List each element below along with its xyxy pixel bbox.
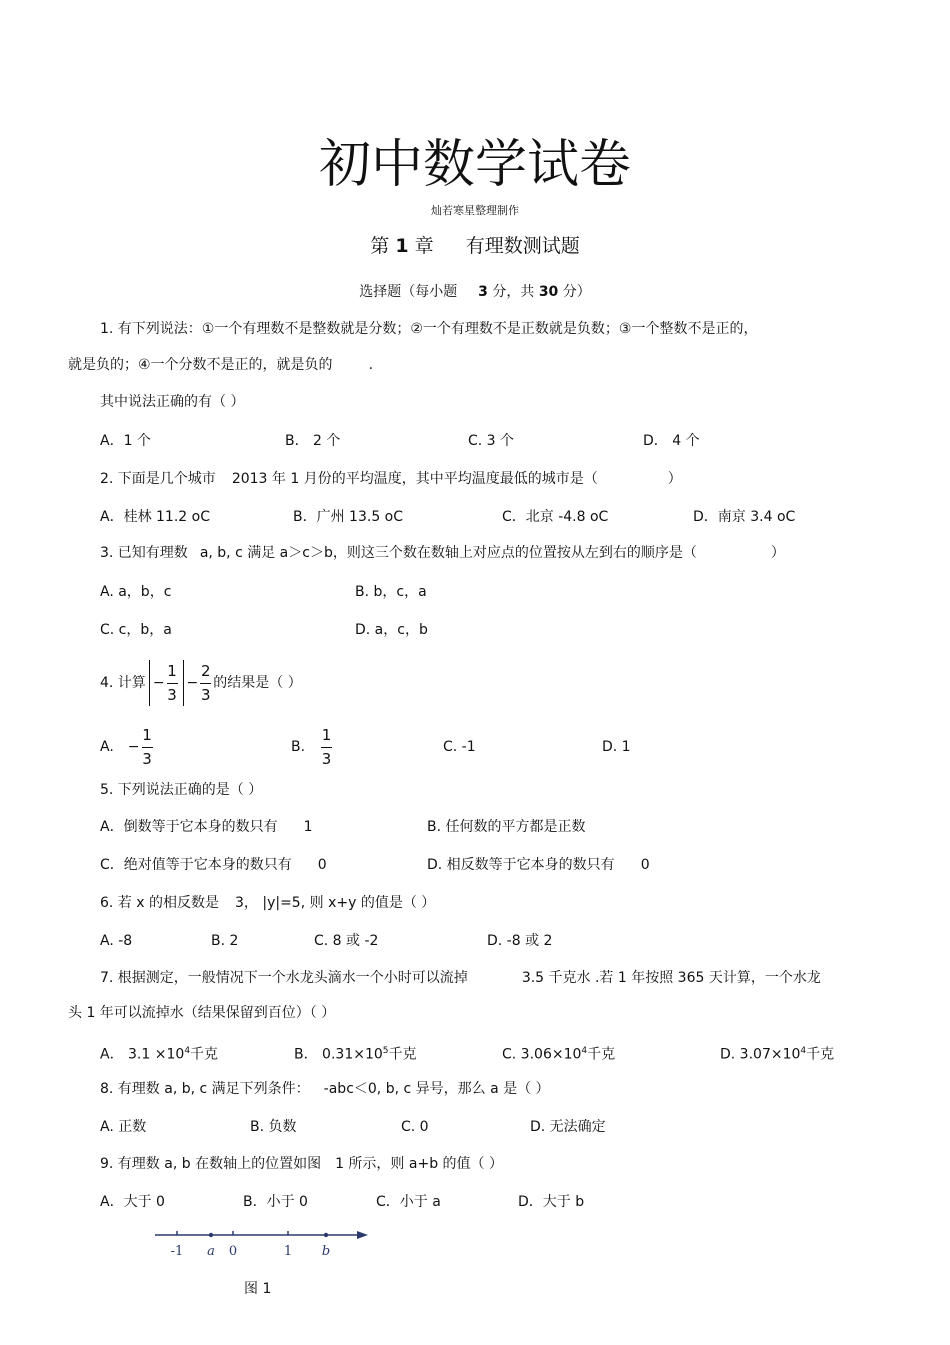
section-text-e: 分） bbox=[562, 284, 591, 300]
q2-option-c: C．北京 -4.8 oC bbox=[502, 509, 609, 525]
q4-stem-b: 的结果是（ ） bbox=[213, 675, 302, 691]
q6-option-a: A. -8 bbox=[100, 933, 133, 949]
q2-stem bbox=[100, 470, 682, 488]
label-b: b bbox=[321, 1244, 331, 1259]
q4-option-d: D. 1 bbox=[602, 739, 631, 755]
q5-opt-c-text: C．绝对值等于它本身的数只有 bbox=[100, 857, 292, 873]
q7-opt-b-exp: 5 bbox=[382, 1046, 389, 1056]
q7-opt-d-times: × bbox=[770, 1046, 783, 1063]
q5-opt-d-value: 0 bbox=[640, 857, 650, 873]
q7-option-a bbox=[100, 1042, 218, 1064]
q7-opt-b-coef: B． 0.31 bbox=[294, 1046, 354, 1063]
q1-line2-text: 就是负的；④一个分数不是正的，就是负的 bbox=[68, 357, 333, 373]
q8-option-a: A. 正数 bbox=[100, 1119, 147, 1135]
q8-stem bbox=[100, 1080, 550, 1098]
section-text-a: 选择题（每小题 bbox=[359, 284, 458, 300]
number-line-arrow-icon bbox=[357, 1231, 368, 1239]
q3-stem-a: 3. 已知有理数 bbox=[100, 545, 188, 561]
q7-opt-d-ten: 10 bbox=[782, 1046, 801, 1063]
q4-abs-value bbox=[149, 660, 184, 706]
q3-stem-b: a, b, c 满足 a＞c＞b，则这三个数在数轴上对应点的位置按从左到右的顺序是（ bbox=[199, 545, 697, 561]
q3-stem bbox=[100, 544, 785, 562]
q2-stem-c: ） bbox=[667, 471, 682, 487]
section-points: 3 bbox=[478, 284, 488, 300]
q7-opt-b-unit: 千克 bbox=[388, 1046, 417, 1063]
q7-opt-c-coef: C. 3.06 bbox=[502, 1046, 552, 1063]
q1-option-c: C. 3 个 bbox=[468, 433, 515, 449]
q7-line1-b: 3.5 千克水 .若 1 年按照 365 天计算，一个水龙 bbox=[521, 970, 821, 986]
q7-opt-b-ten: 10 bbox=[364, 1046, 383, 1063]
label-a: a bbox=[207, 1244, 215, 1259]
q2-option-d: D．南京 3.4 oC bbox=[693, 509, 796, 525]
q9-option-a: A．大于 0 bbox=[100, 1194, 165, 1210]
number-line-figure bbox=[150, 1222, 380, 1264]
q5-opt-d-text: D. 相反数等于它本身的数只有 bbox=[427, 857, 615, 873]
q4-opt-b-label: B. bbox=[291, 739, 306, 755]
chapter-title: 有理数测试题 bbox=[465, 235, 580, 257]
q8-option-b: B. 负数 bbox=[250, 1119, 297, 1135]
q4-opt-a-label: A. bbox=[100, 739, 114, 755]
q4-opt-b-fraction bbox=[321, 726, 332, 769]
q8-stem-a: 8. 有理数 a, b, c 满足下列条件： bbox=[100, 1081, 310, 1097]
chapter-prefix: 第 bbox=[370, 235, 390, 257]
q4-stem-a: 4. 计算 bbox=[100, 675, 146, 691]
q2-option-a: A．桂林 11.2 oC bbox=[100, 509, 210, 525]
q9-option-d: D．大于 b bbox=[518, 1194, 585, 1210]
q1-option-a: A．1 个 bbox=[100, 433, 151, 449]
q4-opt-b-num: 1 bbox=[321, 725, 332, 744]
q2-stem-b: 2013 年 1 月份的平均温度，其中平均温度最低的城市是（ bbox=[231, 471, 598, 487]
q1-line2-dot: . bbox=[368, 357, 374, 373]
q2-stem-a: 2. 下面是几个城市 bbox=[100, 471, 216, 487]
q7-opt-a-coef: A． 3.1 bbox=[100, 1046, 151, 1063]
q7-line2: 头 1 年可以流掉水（结果保留到百位）（ ） bbox=[68, 1005, 336, 1021]
q4-fraction-1 bbox=[167, 662, 178, 705]
q2-option-b: B．广州 13.5 oC bbox=[293, 509, 404, 525]
q7-opt-c-times: × bbox=[551, 1046, 564, 1063]
q3-option-a: A. a，b，c bbox=[100, 584, 172, 600]
q4-fraction-2 bbox=[200, 662, 211, 705]
q8-option-c: C. 0 bbox=[401, 1119, 429, 1135]
label-minus-one: -1 bbox=[170, 1244, 184, 1259]
q7-opt-a-times: × bbox=[154, 1046, 167, 1063]
q9-stem-a: 9. 有理数 a, b 在数轴上的位置如图 bbox=[100, 1156, 322, 1172]
chapter-number: 1 bbox=[395, 235, 409, 257]
q5-opt-a-text: A．倒数等于它本身的数只有 bbox=[100, 819, 278, 835]
q7-line1 bbox=[100, 969, 821, 987]
q4-opt-b-den: 3 bbox=[321, 749, 332, 768]
q3-option-c: C. c，b，a bbox=[100, 622, 172, 638]
q4-option-c: C. -1 bbox=[443, 739, 476, 755]
q7-opt-d-coef: D. 3.07 bbox=[720, 1046, 771, 1063]
q6-option-d: D. -8 或 2 bbox=[487, 933, 553, 949]
q6-stem bbox=[100, 894, 435, 912]
q7-opt-a-unit: 千克 bbox=[190, 1046, 219, 1063]
q5-option-b: B. 任何数的平方都是正数 bbox=[427, 819, 586, 835]
q7-opt-a-exp: 4 bbox=[184, 1046, 191, 1056]
exam-subtitle: 灿若寒星整理制作 bbox=[431, 204, 519, 217]
q4-den-1: 3 bbox=[167, 685, 177, 704]
q4-den-2: 3 bbox=[201, 685, 211, 704]
q7-opt-b-times: × bbox=[353, 1046, 365, 1063]
section-total: 30 bbox=[538, 284, 559, 300]
q4-minus-1: − bbox=[152, 675, 165, 691]
q1-option-b: B． 2 个 bbox=[285, 433, 341, 449]
q5-stem: 5. 下列说法正确的是（ ） bbox=[100, 782, 263, 798]
q5-option-c bbox=[100, 856, 327, 874]
q1-option-d: D． 4 个 bbox=[643, 433, 700, 449]
q7-option-b bbox=[294, 1042, 417, 1064]
q6-option-c: C. 8 或 -2 bbox=[314, 933, 379, 949]
q4-opt-a-fraction bbox=[142, 726, 153, 769]
q7-opt-d-exp: 4 bbox=[800, 1046, 807, 1056]
figure-caption: 图 1 bbox=[244, 1281, 272, 1297]
q1-line2 bbox=[68, 356, 373, 374]
q8-stem-b: -abc＜0, b, c 异号，那么 a 是（ ） bbox=[323, 1081, 550, 1097]
q8-option-d: D. 无法确定 bbox=[530, 1119, 606, 1135]
q3-option-d: D. a，c，b bbox=[355, 622, 428, 638]
q9-stem-b: 1 所示，则 a+b 的值（ ） bbox=[335, 1156, 503, 1172]
q4-option-b bbox=[291, 724, 334, 770]
q9-stem bbox=[100, 1155, 503, 1173]
q4-num-1: 1 bbox=[167, 661, 177, 680]
q6-stem-b: 3， |y|=5, 则 x+y 的值是（ ） bbox=[235, 895, 436, 911]
q4-opt-a-num: 1 bbox=[142, 725, 152, 744]
q7-opt-d-unit: 千克 bbox=[806, 1046, 835, 1063]
q4-minus-2: − bbox=[186, 675, 199, 691]
label-zero: 0 bbox=[228, 1244, 238, 1259]
chapter-heading bbox=[0, 233, 950, 259]
chapter-word: 章 bbox=[414, 235, 434, 257]
q1-line1: 1. 有下列说法：①一个有理数不是整数就是分数；②一个有理数不是正数就是负数；③一个整数不是正的， bbox=[100, 321, 758, 337]
label-one: 1 bbox=[283, 1244, 293, 1259]
q4-option-a bbox=[100, 724, 155, 770]
q5-opt-a-value: 1 bbox=[303, 819, 313, 835]
q7-opt-c-ten: 10 bbox=[563, 1046, 582, 1063]
point-a bbox=[209, 1233, 213, 1237]
point-b bbox=[324, 1233, 328, 1237]
q4-stem bbox=[100, 660, 302, 706]
q7-opt-c-unit: 千克 bbox=[587, 1046, 616, 1063]
q5-option-d bbox=[427, 856, 650, 874]
q4-opt-a-minus: − bbox=[127, 739, 140, 755]
q9-option-b: B．小于 0 bbox=[243, 1194, 308, 1210]
exam-title: 初中数学试卷 bbox=[318, 135, 631, 195]
q3-option-b: B. b，c，a bbox=[355, 584, 427, 600]
q7-opt-a-ten: 10 bbox=[166, 1046, 185, 1063]
section-heading bbox=[0, 281, 950, 301]
q7-option-d bbox=[720, 1042, 834, 1064]
q1-line3: 其中说法正确的有（ ） bbox=[100, 394, 245, 410]
q7-option-c bbox=[502, 1042, 615, 1064]
q6-option-b: B. 2 bbox=[211, 933, 239, 949]
q6-stem-a: 6. 若 x 的相反数是 bbox=[100, 895, 219, 911]
q4-num-2: 2 bbox=[201, 661, 211, 680]
q5-option-a bbox=[100, 818, 313, 836]
q4-opt-a-den: 3 bbox=[142, 749, 152, 768]
q7-line1-a: 7. 根据测定，一般情况下一个水龙头滴水一个小时可以流掉 bbox=[100, 970, 468, 986]
q7-opt-c-exp: 4 bbox=[581, 1046, 588, 1056]
q3-stem-c: ） bbox=[770, 545, 785, 561]
q9-option-c: C．小于 a bbox=[376, 1194, 441, 1210]
q5-opt-c-value: 0 bbox=[317, 857, 327, 873]
section-text-c: 分，共 bbox=[492, 284, 535, 300]
